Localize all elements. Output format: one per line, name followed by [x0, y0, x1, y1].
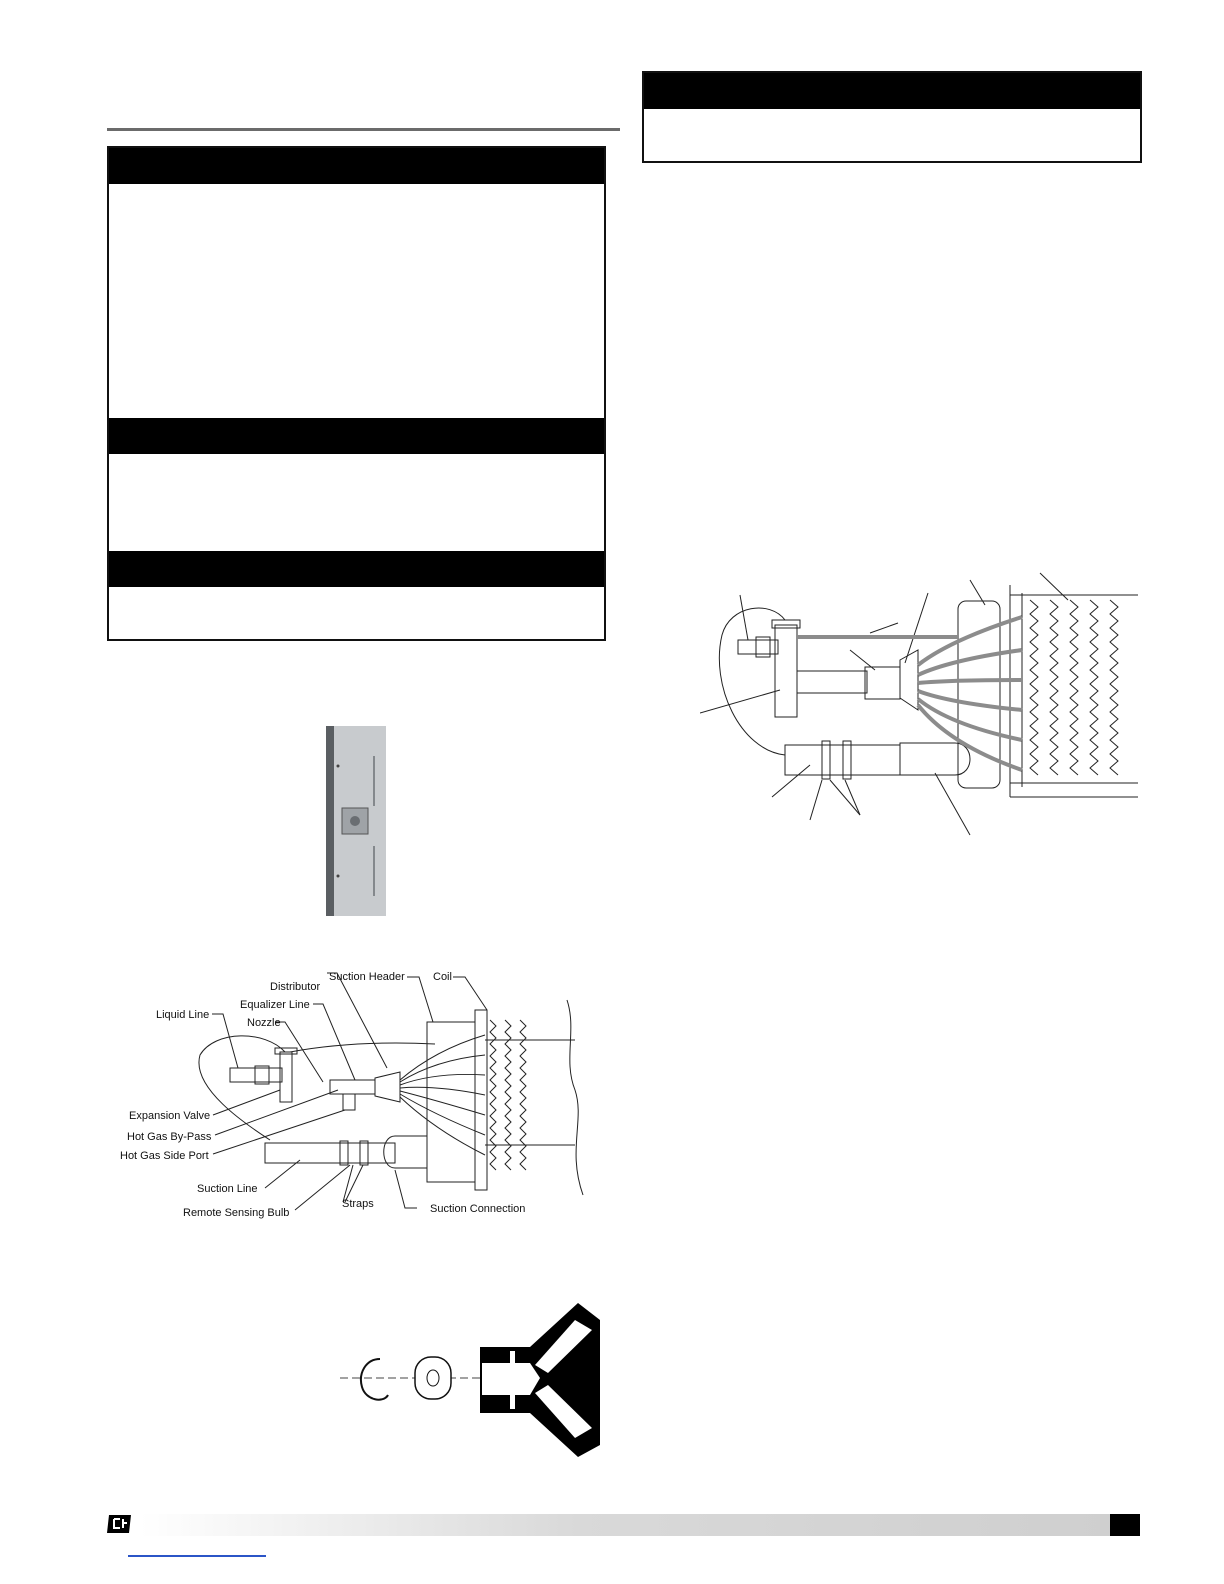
footer-band	[140, 1514, 1110, 1536]
caution-box	[642, 71, 1142, 163]
label-hot-gas-side-port: Hot Gas Side Port	[120, 1150, 209, 1162]
label-straps: Straps	[342, 1198, 374, 1210]
company-logo-icon	[107, 1513, 133, 1535]
label-distributor: Distributor	[270, 981, 321, 993]
label-expansion-valve: Expansion Valve	[129, 1110, 211, 1122]
label-suction-line: Suction Line	[197, 1183, 258, 1195]
label-equalizer-line: Equalizer Line	[240, 999, 310, 1011]
section-divider	[107, 128, 620, 131]
caution-header-bar-right	[644, 73, 1140, 109]
label-hot-gas-bypass: Hot Gas By-Pass	[127, 1131, 212, 1143]
notice-header-bar	[109, 551, 604, 587]
label-suction-connection: Suction Connection	[430, 1203, 526, 1215]
piping-diagram	[105, 960, 605, 1225]
page-number-box	[1110, 1514, 1140, 1536]
caution-header-bar	[109, 418, 604, 454]
warning-header-bar	[109, 148, 604, 184]
label-coil: Coil	[433, 971, 452, 983]
label-liquid-line: Liquid Line	[156, 1009, 210, 1021]
access-panel-photo	[326, 726, 386, 916]
piping-diagram-unlabeled	[700, 565, 1140, 845]
footer-link[interactable]	[128, 1555, 266, 1557]
label-suction-header: Suction Header	[329, 971, 405, 983]
notice-box	[107, 146, 606, 641]
nozzle-assembly-diagram	[340, 1295, 610, 1465]
label-remote-sensing-bulb: Remote Sensing Bulb	[183, 1207, 290, 1219]
label-nozzle: Nozzle	[247, 1017, 281, 1029]
